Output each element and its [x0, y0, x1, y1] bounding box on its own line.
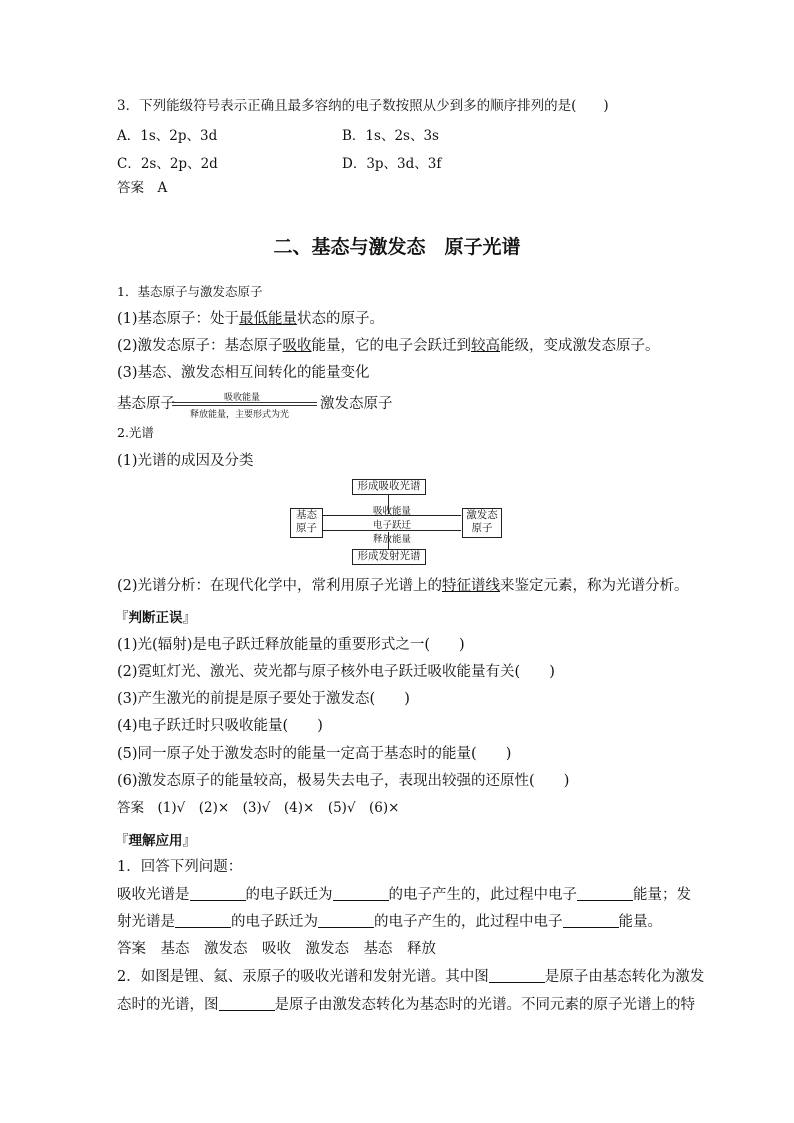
arrow-left-line	[172, 405, 317, 406]
s1-l2-pre: (2)激发态原子：基态原子	[117, 338, 283, 354]
s1-l1-underline: 最低能量	[239, 311, 298, 327]
apply-q2-l1-b: 是原子由基态转化为激发	[544, 969, 705, 985]
apply-l1-c: 的电子产生的，此过程中电子	[388, 887, 577, 903]
s1-line-4-right: 激发态原子	[320, 396, 393, 412]
fill-blank[interactable]	[175, 913, 231, 928]
section-title: 二、基态与激发态 原子光谱	[273, 236, 521, 258]
fill-blank[interactable]	[563, 913, 619, 928]
absorb-label: 吸收能量	[373, 506, 412, 517]
s2-l2-underline: 特征谱线	[442, 578, 501, 594]
fill-blank[interactable]	[318, 913, 374, 928]
s1-l2-underline-1: 吸收	[282, 338, 312, 354]
s1-line-2	[117, 337, 660, 355]
s1-l1-post: 状态的原子。	[297, 311, 385, 327]
apply-tag: 『理解应用』	[115, 833, 196, 849]
judge-item-5: (5)同一原子处于激发态时的能量一定高于基态时的能量( )	[117, 746, 512, 762]
s1-l2-post: 能级，变成激发态原子。	[500, 338, 660, 354]
s2-line-1: (1)光谱的成因及分类	[117, 453, 254, 469]
arrow-right-line	[172, 402, 317, 403]
spectrum-diagram	[288, 474, 503, 570]
q3-option-c: C．2s、2p、2d	[117, 156, 218, 172]
excited-state-box: 激发态 原子	[462, 508, 502, 538]
energy-arrows	[172, 390, 317, 418]
q3-option-b: B．1s、2s、3s	[342, 128, 439, 144]
s1-line-4-left: 基态原子	[117, 396, 175, 412]
q3-stem: 3．下列能级符号表示正确且最多容纳的电子数按照从少到多的顺序排列的是( )	[117, 98, 609, 114]
arrow-top-label: 吸收能量	[224, 393, 261, 403]
apply-l1-d: 能量；发	[633, 887, 691, 903]
absorption-spectrum-box: 形成吸收光谱	[352, 479, 426, 495]
fill-blank[interactable]	[489, 968, 545, 983]
s1-line-3: (3)基态、激发态相互间转化的能量变化	[117, 365, 370, 381]
s2-l2-post: 来鉴定元素，称为光谱分析。	[500, 578, 689, 594]
fill-blank[interactable]	[577, 886, 633, 901]
s1-heading: 1．基态原子与激发态原子	[117, 284, 263, 299]
release-label: 释放能量	[373, 534, 412, 545]
q3-option-d: D．3p、3d、3f	[342, 156, 442, 172]
apply-q2-l2-b: 是原子由激发态转化为基态时的光谱。不同元素的原子光谱上的特	[274, 997, 695, 1013]
judge-item-6: (6)激发态原子的能量较高，极易失去电子，表现出较强的还原性( )	[117, 773, 570, 789]
fill-blank[interactable]	[333, 886, 389, 901]
apply-q1-line-1	[117, 886, 691, 904]
apply-q1-line-2	[117, 913, 662, 931]
apply-q2-line-1	[117, 968, 704, 986]
judge-item-1: (1)光(辐射)是电子跃迁释放能量的重要形式之一( )	[117, 637, 465, 653]
s2-line-2	[117, 577, 689, 595]
apply-q1: 1．回答下列问题：	[117, 859, 243, 875]
apply-l2-d: 能量。	[618, 914, 662, 930]
s1-l2-mid: 能量，它的电子会跃迁到	[311, 338, 472, 354]
s1-line-1	[117, 310, 384, 328]
apply-l1-a: 吸收光谱是	[117, 887, 190, 903]
apply-q2-l2-a: 态时的光谱，图	[117, 997, 219, 1013]
s2-l2-pre: (2)光谱分析：在现代化学中，常利用原子光谱上的	[117, 578, 443, 594]
transition-label: 电子跃迁	[373, 520, 412, 531]
s2-heading: 2.光谱	[117, 425, 154, 440]
s1-l2-underline-2: 较高	[471, 338, 501, 354]
fill-blank[interactable]	[219, 996, 275, 1011]
apply-answer: 答案 基态 激发态 吸收 激发态 基态 释放	[117, 941, 436, 957]
apply-l1-b: 的电子跃迁为	[245, 887, 333, 903]
apply-l2-c: 的电子产生的，此过程中电子	[374, 914, 563, 930]
judge-tag-label: 判断正误	[128, 610, 183, 626]
judge-item-3: (3)产生激光的前提是原子要处于激发态( )	[117, 691, 410, 707]
arrow-bottom-label: 释放能量，主要形式为光	[190, 410, 290, 420]
judge-tag: 『判断正误』	[115, 610, 196, 626]
apply-q2-line-2	[117, 996, 695, 1014]
apply-l2-b: 的电子跃迁为	[231, 914, 318, 930]
q3-answer: 答案 A	[117, 180, 168, 196]
s1-l1-pre: (1)基态原子：处于	[117, 311, 240, 327]
emission-spectrum-box: 形成发射光谱	[352, 549, 426, 565]
fill-blank[interactable]	[190, 886, 246, 901]
apply-q2-l1-a: 2．如图是锂、氦、汞原子的吸收光谱和发射光谱。其中图	[117, 969, 489, 985]
apply-tag-label: 理解应用	[128, 833, 183, 849]
judge-item-4: (4)电子跃迁时只吸收能量( )	[117, 718, 323, 734]
ground-state-box: 基态 原子	[290, 508, 323, 538]
apply-l2-a: 射光谱是	[117, 914, 175, 930]
q3-option-a: A．1s、2p、3d	[117, 128, 218, 144]
judge-answer: 答案 (1)√ (2)× (3)√ (4)× (5)√ (6)×	[117, 800, 400, 816]
judge-item-2: (2)霓虹灯光、激光、荧光都与原子核外电子跃迁吸收能量有关( )	[117, 664, 555, 680]
